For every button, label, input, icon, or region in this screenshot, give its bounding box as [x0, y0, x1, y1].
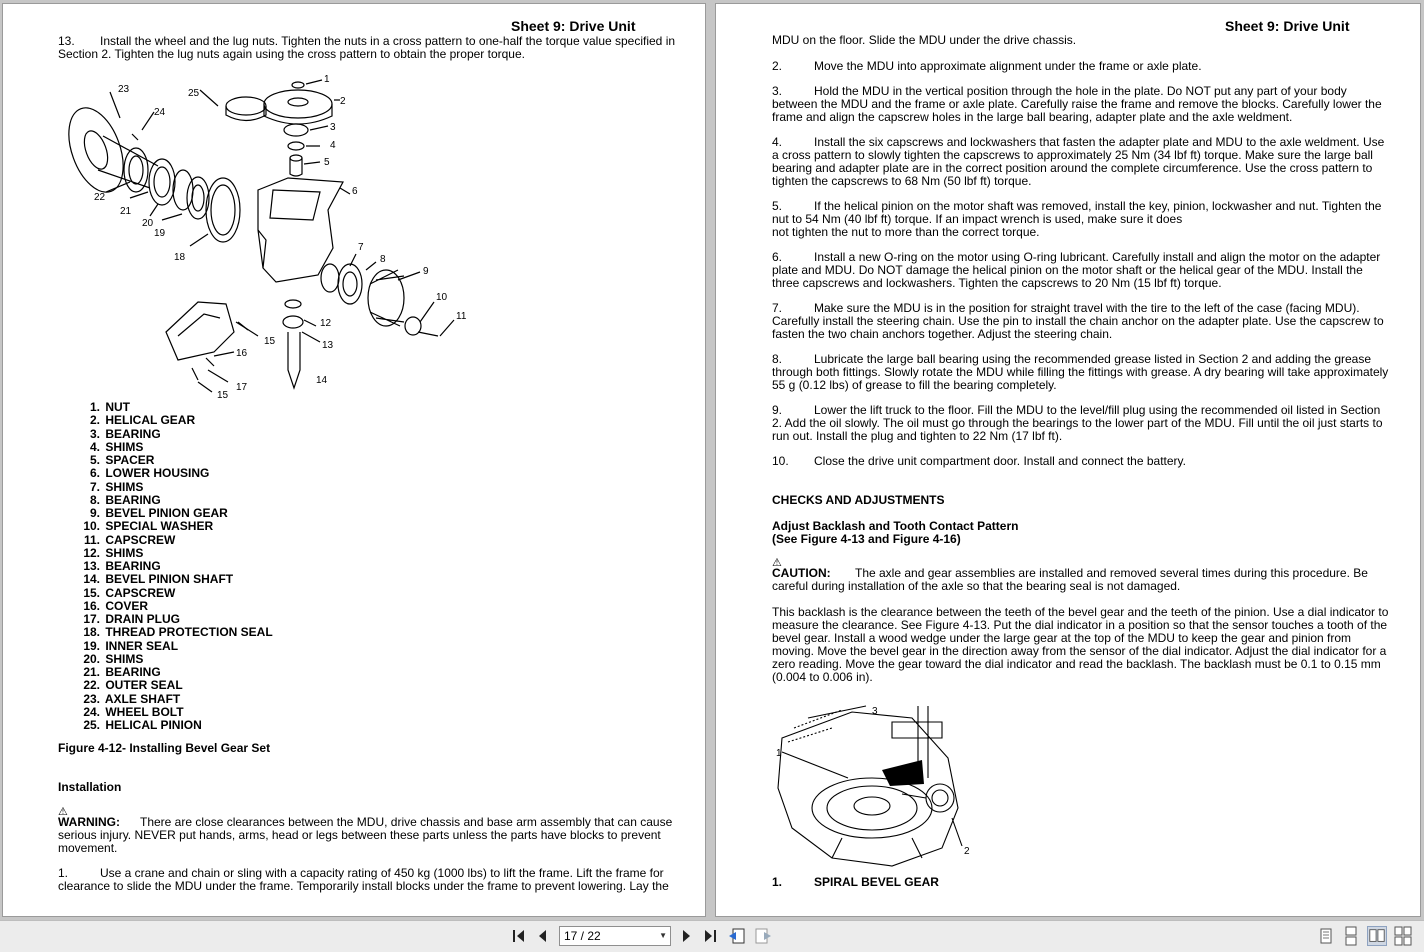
callout-label: 3 — [872, 706, 878, 717]
installation-heading: Installation — [58, 780, 122, 794]
callout-label: 14 — [316, 375, 328, 386]
list-item: 9. BEVEL PINION GEAR — [89, 506, 228, 520]
step-item — [772, 353, 1412, 392]
figure-item-number: 1. — [772, 875, 783, 889]
step-text: If the helical pinion on the motor shaft was removed, install the key, pinion, lockwasher and nut. Tighten the — [814, 199, 1382, 213]
step-text: plate and MDU. Do NOT damage the helical pinion on the motor shaft or the helical gear of the MDU. Install the — [772, 263, 1363, 277]
list-item: 18. THREAD PROTECTION SEAL — [83, 625, 273, 640]
list-item: 10. SPECIAL WASHER — [83, 519, 214, 534]
figure-caption: Figure 4-12- Installing Bevel Gear Set — [58, 741, 271, 755]
callout-label: 9 — [423, 266, 429, 277]
caution-icon: ⚠ — [772, 557, 782, 569]
two-page-continuous-view-button[interactable] — [1393, 926, 1413, 946]
page-indicator-text: 17 / 22 — [564, 929, 601, 943]
previous-page-button[interactable] — [534, 927, 552, 945]
chevron-down-icon[interactable]: ▼ — [659, 931, 667, 940]
list-item: 19. INNER SEAL — [83, 638, 179, 653]
callout-label: 21 — [120, 206, 132, 217]
step-text: tighten the capscrews to 68 Nm (50 lbf ft) torque. — [772, 174, 1032, 188]
list-item: 16. COVER — [83, 598, 149, 613]
callout-label: 15 — [217, 390, 229, 401]
callout-label: 3 — [330, 122, 336, 133]
callout-label: 2 — [964, 846, 970, 857]
warning-text: serious injury. NEVER put hands, arms, head or legs between these parts unless the parts have blocks to prevent — [58, 828, 661, 842]
callout-label: 15 — [264, 336, 276, 347]
list-item: 11. CAPSCREW — [83, 532, 176, 547]
continuous-view-button[interactable] — [1341, 926, 1361, 946]
step-text: between the MDU and the frame or axle plate. Carefully raise the frame and remove the blocks. Carefully lower the — [772, 97, 1382, 111]
step-text: Lower the lift truck to the floor. Fill the MDU to the level/fill plug using the recommended oil listed in Section — [814, 403, 1381, 417]
callout-label: 16 — [236, 348, 248, 359]
step-item — [772, 200, 1412, 239]
step-13 — [58, 35, 698, 61]
caution-block — [772, 567, 1412, 593]
page-number-input[interactable] — [559, 926, 671, 946]
step-text: 2. Add the oil slowly. The oil must go through the bearings to the lower part of the MDU. Fill until the oil just starts to — [772, 416, 1383, 430]
paragraph-line: (0.004 to 0.006 in). — [772, 670, 873, 684]
callout-label: 1 — [776, 748, 782, 759]
callout-label: 19 — [154, 228, 166, 239]
list-item: 15. CAPSCREW — [83, 585, 176, 600]
step-text: Use a crane and chain or sling with a capacity rating of 450 kg (1000 lbs) to lift the frame. Lift the frame for — [100, 866, 664, 880]
step-number: 6. — [772, 250, 783, 264]
shims-20 — [173, 170, 193, 210]
next-page-icon — [677, 927, 695, 945]
list-item: 6. LOWER HOUSING — [89, 466, 210, 481]
step-item — [772, 136, 1412, 188]
two-page-view-icon — [1368, 927, 1386, 945]
callout-label: 6 — [352, 186, 358, 197]
step-text: Carefully install the steering chain. Use the pin to install the chain anchor on the adapter plate. Use the capscrew to — [772, 314, 1384, 328]
paragraph-line: measure the clearance. See Figure 4-13. Put the dial indicator in a position so that the sensor touches a tooth of the — [772, 618, 1388, 632]
go-back-button[interactable] — [728, 927, 746, 945]
continued-text: MDU on the floor. Slide the MDU under the drive chassis. — [772, 33, 1077, 47]
callout-label: 25 — [188, 88, 200, 99]
right-page — [715, 3, 1421, 917]
step-text: Hold the MDU in the vertical position through the hole in the plate. Do NOT put any part of your body — [814, 84, 1347, 98]
dial-indicator-diagram — [772, 698, 982, 868]
list-item: 25. HELICAL PINION — [83, 718, 202, 732]
paragraph-line: bevel gear. Install a wood wedge under the large gear at the top of the MDU to keep the gear and pinion from — [772, 631, 1352, 645]
callout-label: 18 — [174, 252, 186, 263]
list-item: 24. WHEEL BOLT — [83, 704, 184, 719]
list-item: 23. AXLE SHAFT — [83, 691, 181, 706]
list-item: 2. HELICAL GEAR — [89, 413, 196, 428]
lower-housing — [258, 178, 343, 282]
adjust-subheading: (See Figure 4-13 and Figure 4-16) — [772, 532, 961, 546]
bevel-gear-exploded-diagram — [58, 70, 478, 402]
step-1 — [58, 867, 698, 893]
warning-text: There are close clearances between the MDU, drive chassis and base arm assembly that can cause — [140, 815, 673, 829]
step-text: Section 2. Tighten the lug nuts again using the cross pattern to obtain the proper torque. — [58, 47, 525, 61]
list-item: 22. OUTER SEAL — [83, 678, 183, 693]
paragraph-line: zero reading. Move the gear toward the dial indicator and read the backlash. The backlash must be 0.1 to 0.15 mm — [772, 657, 1381, 671]
list-item: 5. SPACER — [89, 453, 155, 467]
next-page-button[interactable] — [677, 927, 695, 945]
step-number: 7. — [772, 301, 783, 315]
list-item: 12. SHIMS — [83, 545, 144, 560]
list-item: 7. SHIMS — [89, 479, 144, 494]
step-item — [772, 60, 1412, 73]
step-item — [772, 251, 1412, 290]
warning-block — [58, 816, 698, 855]
list-item: 14. BEVEL PINION SHAFT — [83, 572, 234, 587]
two-page-view-button[interactable] — [1367, 926, 1387, 946]
step-text: Install a new O-ring on the motor using O-ring lubricant. Carefully install and align the motor on the adapter — [814, 250, 1381, 264]
paragraph-line: moving. Move the bevel gear in the direction away from the sensor of the dial indicator. Adjust the dial indicator for a — [772, 644, 1387, 658]
sheet-title: Sheet 9: Drive Unit — [1225, 18, 1350, 34]
warning-label: WARNING: — [58, 815, 120, 829]
callout-label: 1 — [324, 74, 330, 85]
step-item — [772, 85, 1412, 124]
list-item: 17. DRAIN PLUG — [83, 612, 181, 626]
two-page-continuous-view-icon — [1393, 926, 1413, 946]
list-item: 1. NUT — [89, 400, 131, 414]
go-forward-icon — [754, 927, 772, 945]
paragraph-line: This backlash is the clearance between the teeth of the bevel gear and the teeth of the pinion. Use a dial indicator to — [772, 605, 1389, 619]
step-text: through both fittings. Slowly rotate the MDU while filling the fittings with grease. A dry bearing will take approximately — [772, 365, 1389, 379]
callout-label: 13 — [322, 340, 334, 351]
go-back-icon — [728, 927, 746, 945]
list-item: 3. BEARING — [89, 426, 161, 441]
step-text: Move the MDU into approximate alignment under the frame or axle plate. — [814, 59, 1202, 73]
step-text: Make sure the MDU is in the position for straight travel with the tire to the left of the case (facing MDU). — [814, 301, 1360, 315]
sheet-title: Sheet 9: Drive Unit — [511, 18, 636, 34]
figure-item — [772, 876, 939, 889]
backlash-paragraph — [772, 606, 1412, 684]
caution-text: The axle and gear assemblies are installed and removed several times during this procedure. Be — [855, 566, 1368, 580]
step-text: fasten the two chain anchors together. Adjust the steering chain. — [772, 327, 1113, 341]
previous-page-icon — [534, 927, 552, 945]
checks-heading: CHECKS AND ADJUSTMENTS — [772, 493, 945, 507]
step-text: Install the wheel and the lug nuts. Tighten the nuts in a cross pattern to one-half the torque value specified in — [100, 34, 676, 48]
callout-label: 8 — [380, 254, 386, 265]
parts-list — [79, 401, 273, 732]
list-item: 20. SHIMS — [83, 651, 144, 666]
step-text: Lubricate the large ball bearing using the recommended grease listed in Section 2 and adding the grease — [814, 352, 1372, 366]
callout-label: 24 — [154, 107, 166, 118]
single-page-view-icon — [1316, 926, 1336, 946]
step-number: 10. — [772, 454, 789, 468]
first-page-icon — [510, 927, 528, 945]
callout-label: 4 — [330, 140, 336, 151]
viewer-toolbar — [0, 920, 1424, 952]
bearing-21 — [149, 159, 175, 205]
step-number: 1. — [58, 866, 69, 880]
last-page-icon — [701, 927, 719, 945]
step-item — [772, 302, 1412, 341]
callout-label: 20 — [142, 218, 154, 229]
step-number: 13. — [58, 34, 75, 48]
step-text: Install the six capscrews and lockwashers that fasten the adapter plate and MDU to the axle weldment. Use — [814, 135, 1385, 149]
step-item — [772, 404, 1412, 443]
step-number: 9. — [772, 403, 783, 417]
step-text: run out. Install the plug and tighten to 22 Nm (17 lbf ft). — [772, 429, 1063, 443]
first-page-button[interactable] — [510, 927, 528, 945]
step-text: frame and align the capscrew holes in the large ball bearing, adapter plate and the axle weldment. — [772, 110, 1293, 124]
go-forward-button[interactable] — [754, 927, 772, 945]
step-number: 8. — [772, 352, 783, 366]
step-number: 2. — [772, 59, 783, 73]
warning-text: movement. — [58, 841, 118, 855]
list-item: 8. BEARING — [89, 492, 161, 507]
callout-label: 7 — [358, 242, 364, 253]
step-text: 55 g (0.12 lbs) of grease to fill the bearing completely. — [772, 378, 1057, 392]
callout-label: 2 — [340, 96, 346, 107]
step-number: 4. — [772, 135, 783, 149]
callout-label: 10 — [436, 292, 448, 303]
list-item: 21. BEARING — [83, 665, 161, 679]
step-item — [772, 455, 1412, 468]
step-text: bearing and adapter plate are in the correct position around the complete circumference. Use the cross pattern to — [772, 161, 1373, 175]
callout-label: 23 — [118, 84, 130, 95]
adjust-heading: Adjust Backlash and Tooth Contact Pattern — [772, 519, 1019, 533]
caution-text: careful during installation of the axle so that the bearing seal is not damaged. — [772, 579, 1181, 593]
single-page-view-button[interactable] — [1316, 926, 1336, 946]
step-text: a cross pattern to slowly tighten the capscrews to approximately 25 Nm (34 lbf ft) torque. Make sure the large ball — [772, 148, 1373, 162]
callout-label: 11 — [456, 311, 467, 322]
list-item: 4. SHIMS — [89, 439, 144, 454]
last-page-button[interactable] — [701, 927, 719, 945]
step-text: nut to 54 Nm (40 lbf ft) torque. If an impact wrench is used, make sure it does — [772, 212, 1183, 226]
warning-icon: ⚠ — [58, 806, 68, 818]
figure-item-label: SPIRAL BEVEL GEAR — [814, 875, 939, 889]
left-page — [2, 3, 706, 917]
step-text: clearance to slide the MDU under the frame. Temporarily install blocks under the frame to prevent lowering. Lay the — [58, 879, 669, 893]
callout-label: 22 — [94, 192, 106, 203]
continuous-view-icon — [1341, 926, 1361, 946]
step-number: 3. — [772, 84, 783, 98]
step-text: not tighten the nut to more than the correct torque. — [772, 225, 1040, 239]
list-item: 13. BEARING — [83, 559, 161, 573]
step-text: three capscrews and lockwashers. Tighten the capscrews to 20 Nm (15 lbf ft) torque. — [772, 276, 1222, 290]
step-text: Close the drive unit compartment door. Install and connect the battery. — [814, 454, 1186, 468]
callout-label: 12 — [320, 318, 332, 329]
step-number: 5. — [772, 199, 783, 213]
callout-label: 17 — [236, 382, 248, 393]
caution-label: CAUTION: — [772, 566, 831, 580]
cover — [166, 302, 234, 360]
callout-label: 5 — [324, 157, 330, 168]
